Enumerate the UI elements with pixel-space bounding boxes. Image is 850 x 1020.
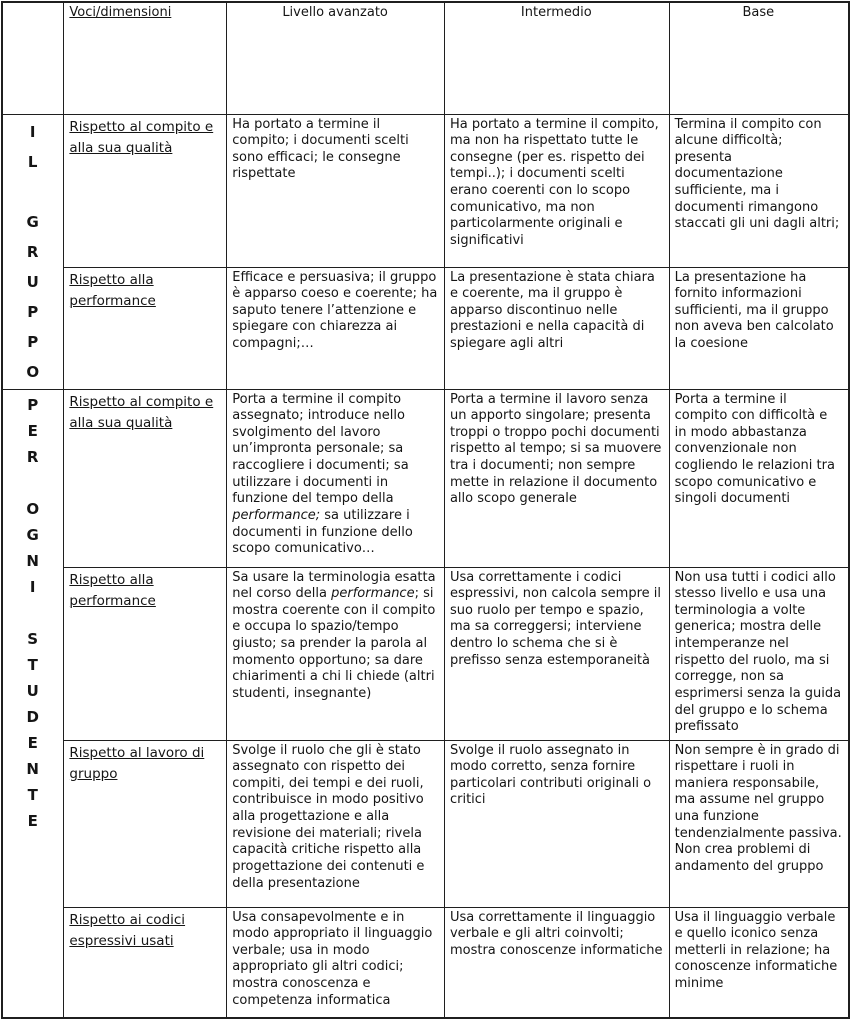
descriptor-cell-avanzato: Svolge il ruolo che gli è stato assegnato con rispetto dei compiti, dei tempi e dei ruoli, contribuisce in modo positivo alla progettazione e alla revisione dei materiali; rivela capacità critiche rispetto alla progettazione dei contenuti e della presentazione <box>227 740 445 907</box>
descriptor-text-italic: performance; <box>232 507 321 523</box>
section-letter: U <box>26 272 39 291</box>
dimension-label: Rispetto al compito e alla sua qualità <box>69 118 214 157</box>
section-letter-gap <box>8 600 57 626</box>
descriptor-cell-avanzato: Ha portato a termine il compito; i documenti scelti sono efficaci; le consegne rispettate <box>227 114 445 267</box>
section-letter: S <box>27 629 39 648</box>
evaluation-rubric-table <box>1 1 850 1019</box>
section-letter: U <box>26 681 39 700</box>
descriptor-cell-intermedio: Ha portato a termine il compito, ma non ha rispettato tutte le consegne (per es. rispetto dei tempi..); i documenti scelti erano coerenti con lo scopo comunicativo, ma non particolarmente originali e significativi <box>444 114 669 267</box>
descriptor-cell-base: Porta a termine il compito con difficoltà e in modo abbastanza convenzionale non cogliendo le relazioni tra scopo comunicativo e singoli documenti <box>669 389 849 567</box>
section-letter: T <box>27 785 38 804</box>
dimension-cell <box>64 567 227 740</box>
level-header-avanzato: Livello avanzato <box>227 2 445 114</box>
section-letter: L <box>27 152 38 171</box>
section-letter: P <box>27 332 39 351</box>
descriptor-cell-base: Non sempre è in grado di rispettare i ruoli in maniera responsabile, ma assume nel gruppo una funzione tendenzialmente passiva. Non crea problemi di andamento del gruppo <box>669 740 849 907</box>
section-letter: E <box>27 733 38 752</box>
section-letter: E <box>27 421 38 440</box>
descriptor-cell-base: Non usa tutti i codici allo stesso livello e usa una terminologia a volte generica; mostra delle intemperanze nel rispetto del ruolo, ma si corregge, non sa esprimersi senza la guida del gruppo e lo schema prefissato <box>669 567 849 740</box>
section-letter: T <box>27 655 38 674</box>
level-header-base: Base <box>669 2 849 114</box>
table-row <box>2 389 849 567</box>
section-letter: E <box>27 811 38 830</box>
dimension-label: Rispetto al compito e alla sua qualità <box>69 393 214 432</box>
section-letter: G <box>26 212 39 231</box>
dimension-label: Rispetto alla performance <box>69 271 156 310</box>
table-row <box>2 567 849 740</box>
descriptor-text: sa utilizzare i documenti in funzione dello scopo comunicativo… <box>232 507 413 557</box>
section-letter: R <box>26 242 39 261</box>
level-header-intermedio: Intermedio <box>444 2 669 114</box>
section-letter: G <box>26 525 39 544</box>
section-letter: D <box>26 707 39 726</box>
section-label-per-ogni-studente <box>2 389 64 1018</box>
descriptor-text-italic: performance <box>331 586 415 602</box>
descriptor-cell-avanzato: Efficace e persuasiva; il gruppo è apparso coeso e coerente; ha saputo tenere l’attenzione e spiegare con chiarezza ai compagni;… <box>227 267 445 389</box>
dimension-cell <box>64 907 227 1018</box>
section-letter-gap <box>8 177 57 207</box>
descriptor-cell-intermedio: Svolge il ruolo assegnato in modo corretto, senza fornire particolari contributi originali o critici <box>444 740 669 907</box>
table-row <box>2 114 849 267</box>
descriptor-cell-avanzato: Usa consapevolmente e in modo appropriato il linguaggio verbale; usa in modo appropriato gli altri codici; mostra conoscenza e competenza informatica <box>227 907 445 1018</box>
dimension-cell <box>64 740 227 907</box>
descriptor-cell-avanzato <box>227 567 445 740</box>
section-letter: O <box>26 499 40 518</box>
section-letter: N <box>26 759 39 778</box>
dimension-label: Rispetto ai codici espressivi usati <box>69 911 186 950</box>
table-row <box>2 907 849 1018</box>
descriptor-text: ; si mostra coerente con il compito e occupa lo spazio/tempo giusto; sa prender la parola al momento opportuno; sa dare chiarimenti a chi li chiede (altri studenti, insegnante) <box>232 586 436 701</box>
dimension-label: Rispetto alla performance <box>69 571 156 610</box>
section-letter-gap <box>8 470 57 496</box>
descriptor-cell-base: La presentazione ha fornito informazioni sufficienti, ma il gruppo non aveva ben calcolato la coesione <box>669 267 849 389</box>
descriptor-cell-base: Termina il compito con alcune difficoltà; presenta documentazione sufficiente, ma i documenti rimangono staccati gli uni dagli altri; <box>669 114 849 267</box>
descriptor-cell-intermedio: La presentazione è stata chiara e coerente, ma il gruppo è apparso discontinuo nelle prestazioni e nella capacità di spiegare agli altri <box>444 267 669 389</box>
section-letter: I <box>29 577 36 596</box>
section-letter: O <box>26 362 40 381</box>
header-row <box>2 2 849 114</box>
table-row <box>2 740 849 907</box>
descriptor-cell-intermedio: Usa correttamente i codici espressivi, non calcola sempre il suo ruolo per tempo e spazio, ma sa correggersi; interviene dentro lo schema che si è prefisso senza estemporaneità <box>444 567 669 740</box>
section-letter: N <box>26 551 39 570</box>
dimension-cell <box>64 114 227 267</box>
section-letter: R <box>26 447 39 466</box>
section-letter: P <box>27 302 39 321</box>
dimension-label: Rispetto al lavoro di gruppo <box>69 744 205 783</box>
section-letter: P <box>27 395 39 414</box>
voci-dimensioni-header-cell <box>64 2 227 114</box>
voci-dimensioni-label: Voci/dimensioni <box>69 5 172 20</box>
section-letter: I <box>29 122 36 141</box>
corner-cell <box>2 2 64 114</box>
descriptor-cell-base: Usa il linguaggio verbale e quello iconico senza metterli in relazione; ha conoscenze informatiche minime <box>669 907 849 1018</box>
descriptor-text: Sa usare la terminologia esatta nel corso della <box>232 569 436 602</box>
descriptor-cell-avanzato <box>227 389 445 567</box>
section-label-il-gruppo <box>2 114 64 389</box>
dimension-cell <box>64 267 227 389</box>
table-row <box>2 267 849 389</box>
descriptor-text: Porta a termine il compito assegnato; introduce nello svolgimento del lavoro un’impronta personale; sa raccogliere i documenti; sa utilizzare i documenti in funzione del tempo della <box>232 391 409 507</box>
descriptor-cell-intermedio: Usa correttamente il linguaggio verbale e gli altri coinvolti; mostra conoscenze informatiche <box>444 907 669 1018</box>
dimension-cell <box>64 389 227 567</box>
descriptor-cell-intermedio: Porta a termine il lavoro senza un apporto singolare; presenta troppi o troppo pochi documenti rispetto al tempo; si sa muovere tra i documenti; non sempre mette in relazione il documento allo scopo generale <box>444 389 669 567</box>
